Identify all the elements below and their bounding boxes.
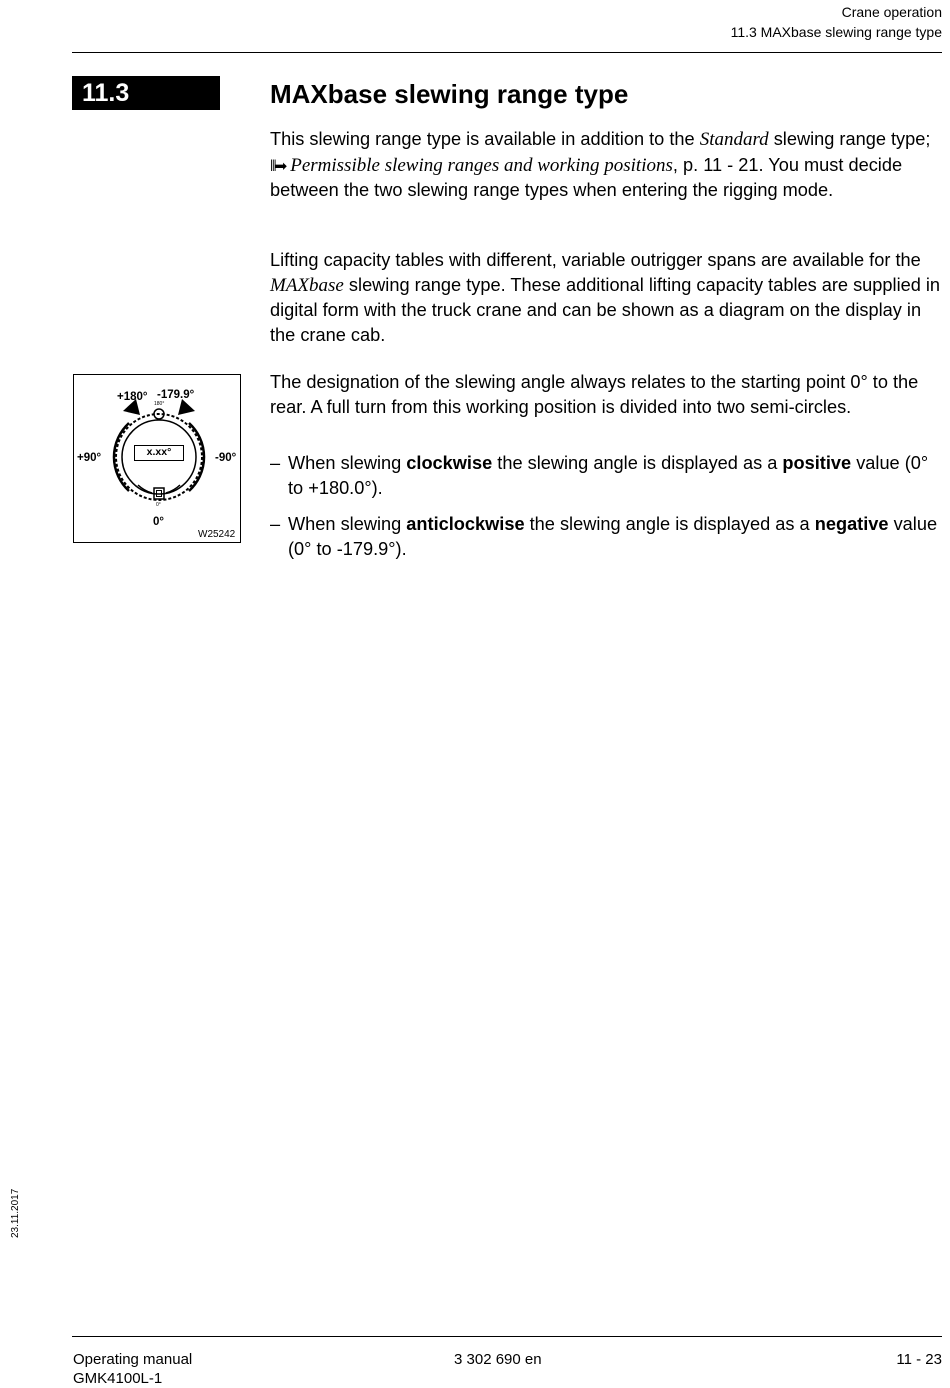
cross-reference-arrow-icon: ⦀➡ [270,156,286,175]
bullet-anticlockwise [270,512,942,561]
bullet-text: the slewing angle is displayed as a [524,514,815,534]
section-title: MAXbase slewing range type [270,79,629,109]
label-plus-90: +90° [77,452,102,464]
header-divider [72,52,942,53]
paragraph-lifting-text-2: slewing range type. These additional lifting capacity tables are supplied in digital form with the truck crane and can be shown as a diagram on the display in the crane cab. [270,274,941,345]
footer-model: GMK4100L-1 [73,1370,163,1387]
paragraph-intro-text-2: slewing range type; [768,129,931,149]
bullet-dash: – [270,453,281,473]
paragraph-intro-text-1: This slewing range type is available in addition to the [270,129,700,149]
angle-display: x.xx° [134,445,184,461]
paragraph-designation: The designation of the slewing angle always relates to the starting point 0° to the rear. A full turn from this working position is divided into two semi-circles. [270,372,919,417]
bullet-text: When slewing [288,514,407,534]
footer-doc-number: 3 302 690 en [454,1351,542,1368]
paragraph-intro-text-3: , p. 11 - 21. You must decide between the two slewing range types when entering the rigging mode. [270,154,903,200]
bullet-text: the slewing angle is displayed as a [492,453,783,473]
label-zero: 0° [153,516,164,528]
slewing-angle-figure [73,374,241,543]
section-number: 11.3 [72,76,220,110]
figure-id: W25242 [198,529,236,540]
label-plus-180: +180° [117,391,148,403]
bullet-text: value (0° to -179.9°). [288,514,938,559]
small-label-0: 0° [156,502,161,508]
header-section: 11.3 MAXbase slewing range type [730,24,942,40]
bullet-bold-positive: positive [782,453,852,473]
paragraph-intro [270,127,942,203]
label-minus-179-9: -179.9° [157,389,195,401]
bullet-bold-anticlockwise: anticlockwise [406,514,525,534]
paragraph-lifting-text-1: Lifting capacity tables with different, variable outrigger spans are available for the [270,250,921,270]
header-chapter: Crane operation [841,4,942,20]
footer-manual: Operating manual [73,1351,193,1368]
bullet-text: value (0° to +180.0°). [288,453,929,498]
bullet-bold-negative: negative [814,514,889,534]
label-minus-90: -90° [215,452,237,464]
paragraph-lifting-maxbase: MAXbase [270,274,344,296]
cross-reference-link[interactable]: Permissible slewing ranges and working positions [290,154,673,176]
bullet-clockwise [270,451,942,500]
footer-divider [72,1336,942,1337]
footer-page: 11 - 23 [896,1351,942,1368]
side-date: 23.11.2017 [10,1188,21,1238]
small-label-180: 180° [154,401,165,407]
paragraph-intro-standard: Standard [699,129,769,150]
bullet-text: When slewing [288,453,407,473]
paragraph-lifting-capacity [270,248,942,347]
bullet-bold-clockwise: clockwise [406,453,493,473]
bullet-dash: – [270,514,281,534]
